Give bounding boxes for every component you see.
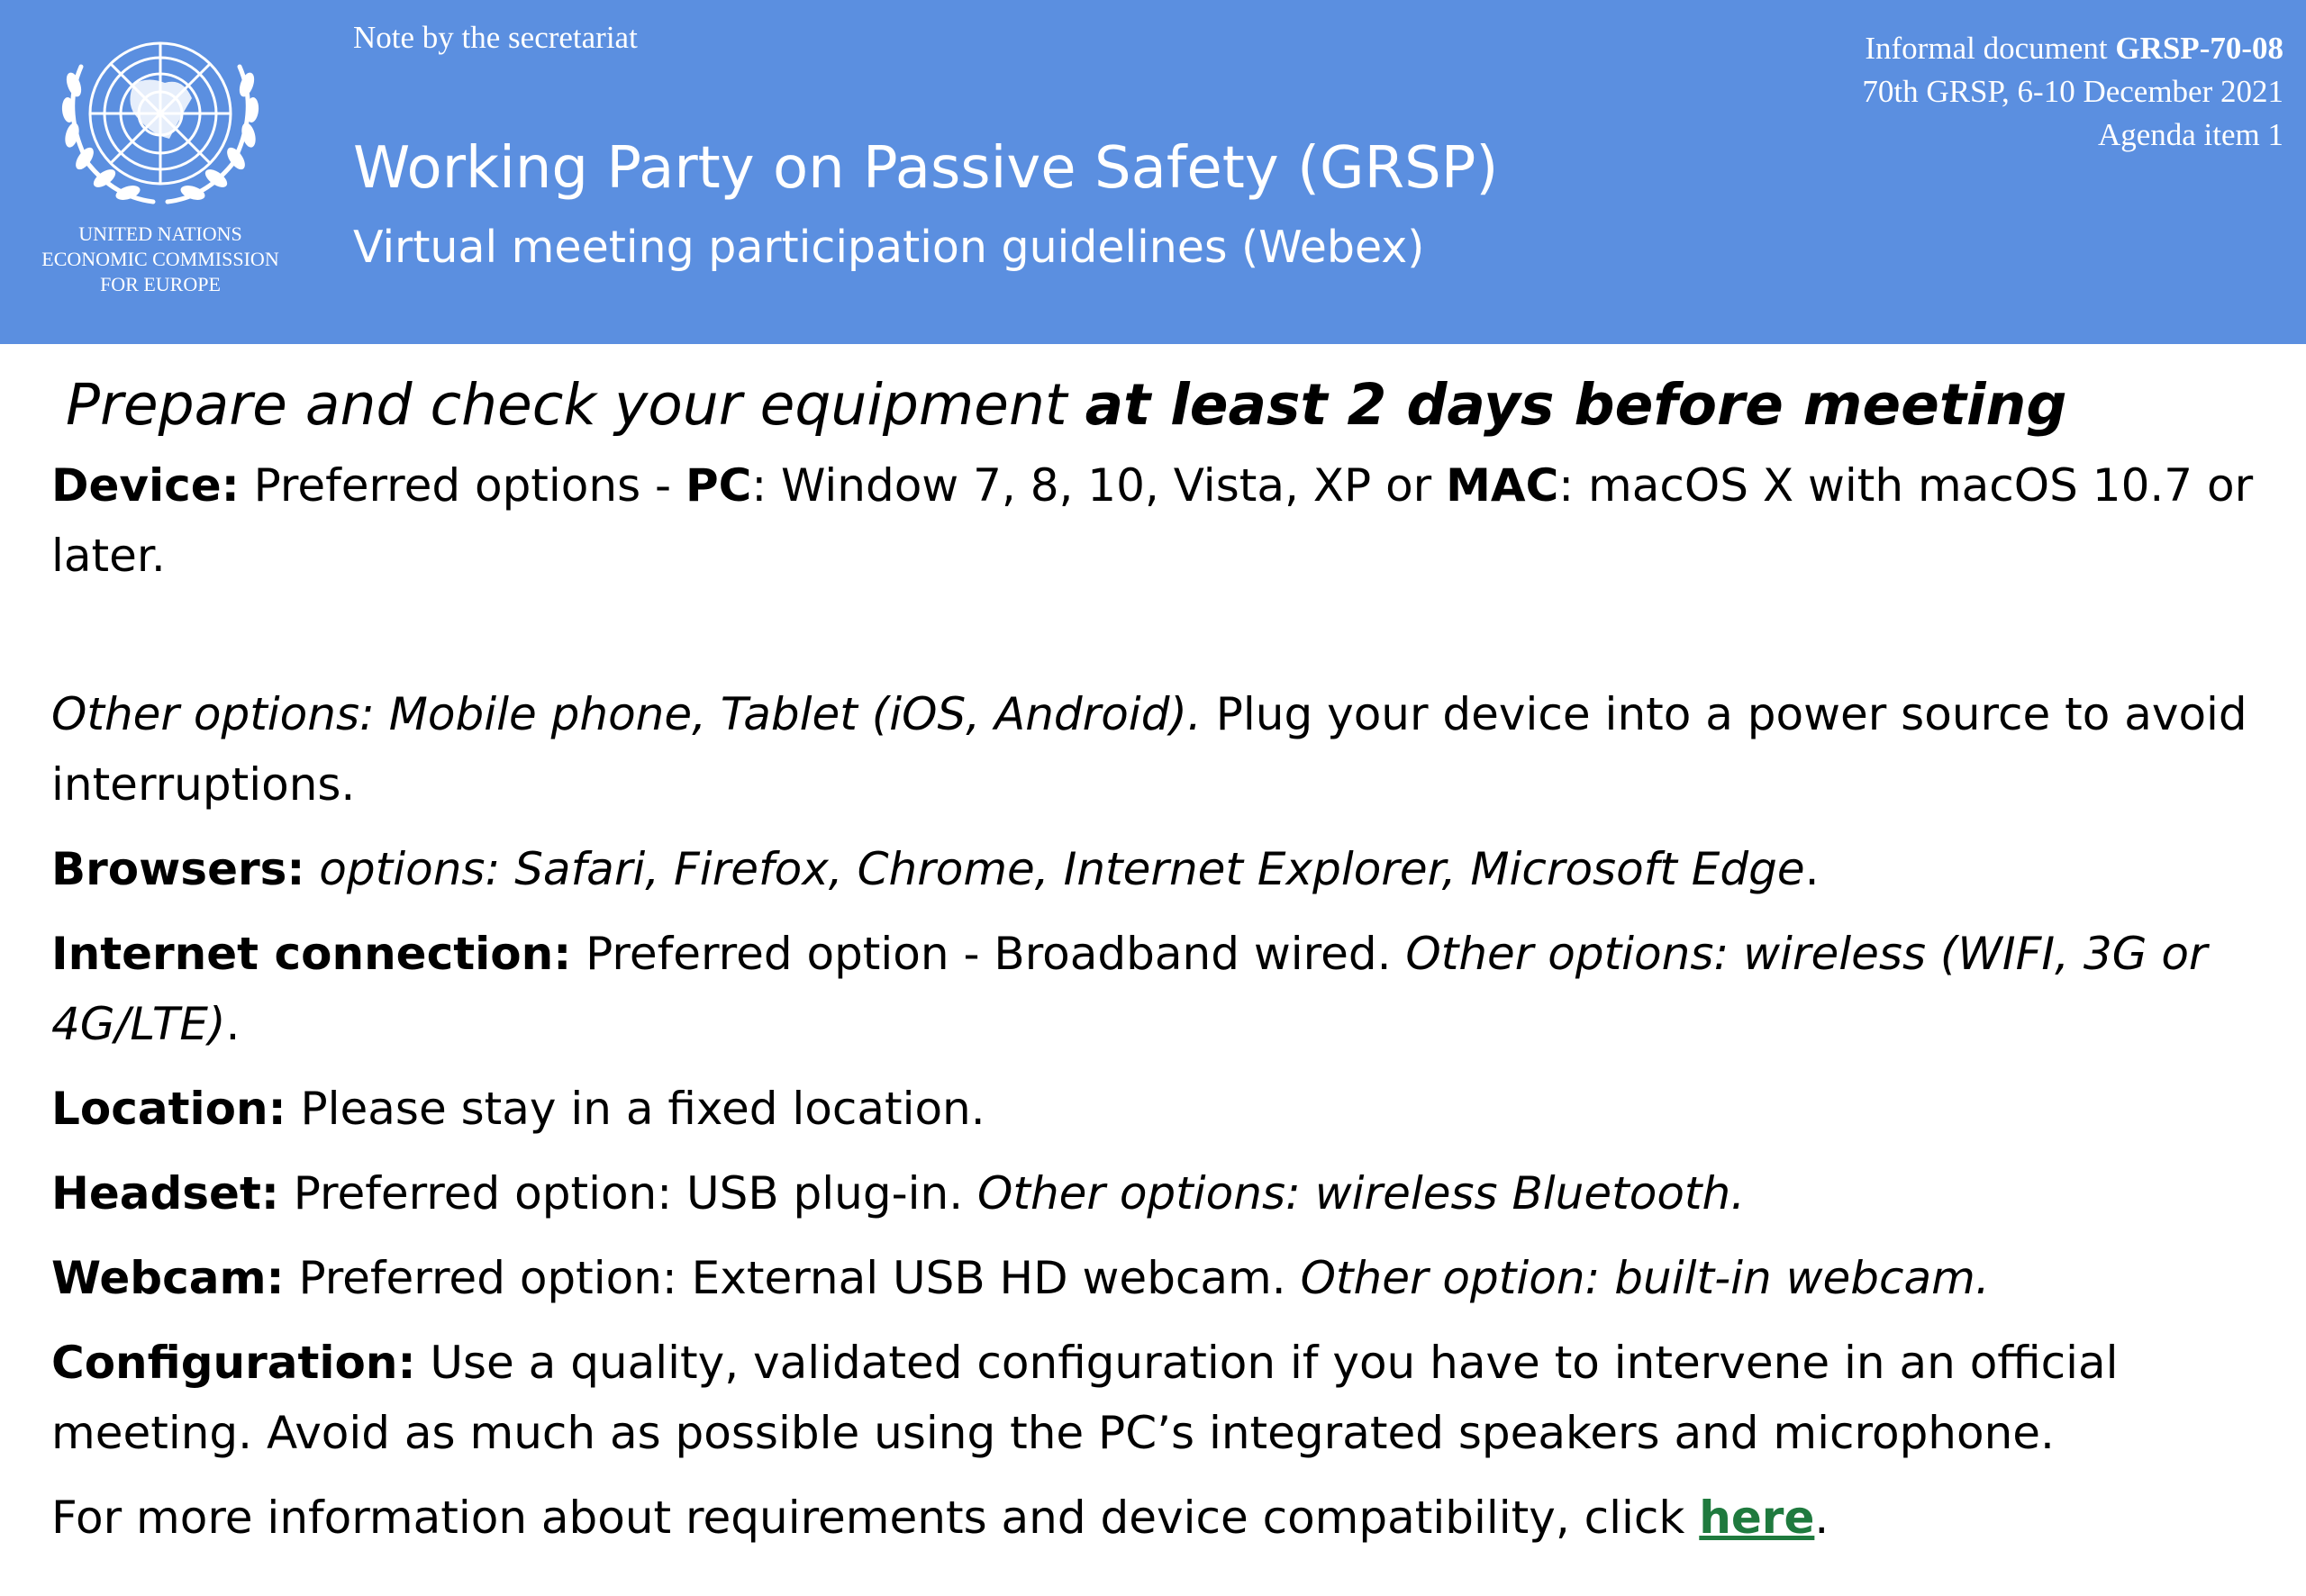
heading-emphasis: at least 2 days before meeting <box>1085 372 2067 438</box>
more-info-text: For more information about requirements and device compatibility, click <box>51 1492 1700 1544</box>
webcam-paragraph <box>51 1243 2285 1313</box>
internet-end: . <box>225 998 241 1050</box>
webcam-other-option: Other option: built-in webcam. <box>1300 1252 1990 1304</box>
org-caption-line: UNITED NATIONS <box>78 222 242 245</box>
org-caption <box>34 222 286 297</box>
doc-ref-code: GRSP-70-08 <box>2115 31 2283 66</box>
doc-ref-line-1 <box>1862 27 2283 70</box>
location-label: Location: <box>51 1083 286 1135</box>
secretariat-note: Note by the secretariat <box>353 20 638 55</box>
webcam-text: Preferred option: External USB HD webcam. <box>284 1252 1301 1304</box>
other-options-text: Plug your device into a power source to avoid interruptions. <box>51 688 2247 811</box>
device-pc: PC <box>685 459 752 512</box>
webcam-label: Webcam: <box>51 1252 285 1304</box>
device-text-2: : Window 7, 8, 10, Vista, XP or <box>751 459 1447 512</box>
page-subtitle: Virtual meeting participation guidelines (Webex) <box>353 222 1425 273</box>
header-banner <box>0 0 2306 344</box>
doc-ref-agenda: Agenda item 1 <box>2097 117 2283 152</box>
configuration-text: Use a quality, validated configuration if you have to intervene in an official meeting. Avoid as much as possible using the PC’s integrated speakers and microphone. <box>51 1337 2119 1459</box>
org-caption-line: ECONOMIC COMMISSION <box>41 248 279 270</box>
paragraph-gap <box>51 591 2285 679</box>
location-paragraph <box>51 1074 2285 1144</box>
browsers-end: . <box>1804 843 1820 895</box>
device-mac: MAC <box>1446 459 1559 512</box>
page-title: Working Party on Passive Safety (GRSP) <box>353 135 1499 202</box>
device-text-3: : macOS X with macOS 10.7 or later. <box>51 459 2254 582</box>
guidelines-content <box>51 360 2285 1553</box>
headset-label: Headset: <box>51 1167 279 1220</box>
browsers-label: Browsers: <box>51 843 305 895</box>
document-reference <box>1862 27 2283 157</box>
browsers-options: options: Safari, Firefox, Chrome, Internet Explorer, Microsoft Edge <box>304 843 1805 895</box>
device-label: Device: <box>51 459 240 512</box>
un-emblem <box>34 13 286 301</box>
heading-text: Prepare and check your equipment <box>66 372 1085 438</box>
internet-label: Internet connection: <box>51 928 572 980</box>
doc-ref-prefix: Informal document <box>1865 31 2116 66</box>
configuration-paragraph <box>51 1328 2285 1468</box>
headset-other-options: Other options: wireless Bluetooth. <box>976 1167 1746 1220</box>
requirements-link[interactable]: here <box>1699 1492 1815 1544</box>
more-info-paragraph <box>51 1483 2285 1553</box>
other-options-paragraph <box>51 679 2285 820</box>
other-options-italic: Other options: Mobile phone, Tablet (iOS, Android). <box>51 688 1202 740</box>
device-paragraph <box>51 450 2285 591</box>
configuration-label: Configuration: <box>51 1337 416 1389</box>
browsers-paragraph <box>51 834 2285 904</box>
location-text: Please stay in a fixed location. <box>286 1083 985 1135</box>
headset-text: Preferred option: USB plug-in. <box>278 1167 977 1220</box>
device-text-1: Preferred options - <box>239 459 685 512</box>
more-info-end: . <box>1814 1492 1829 1544</box>
doc-ref-session: 70th GRSP, 6-10 December 2021 <box>1862 74 2283 109</box>
internet-text: Preferred option - Broadband wired. <box>571 928 1406 980</box>
org-caption-line: FOR EUROPE <box>100 273 221 295</box>
internet-paragraph <box>51 919 2285 1059</box>
internet-other-options: Other options: wireless (WIFI, 3G or 4G/LTE) <box>51 928 2208 1050</box>
section-heading <box>66 360 2285 450</box>
headset-paragraph <box>51 1158 2285 1229</box>
un-emblem-icon <box>34 13 286 220</box>
